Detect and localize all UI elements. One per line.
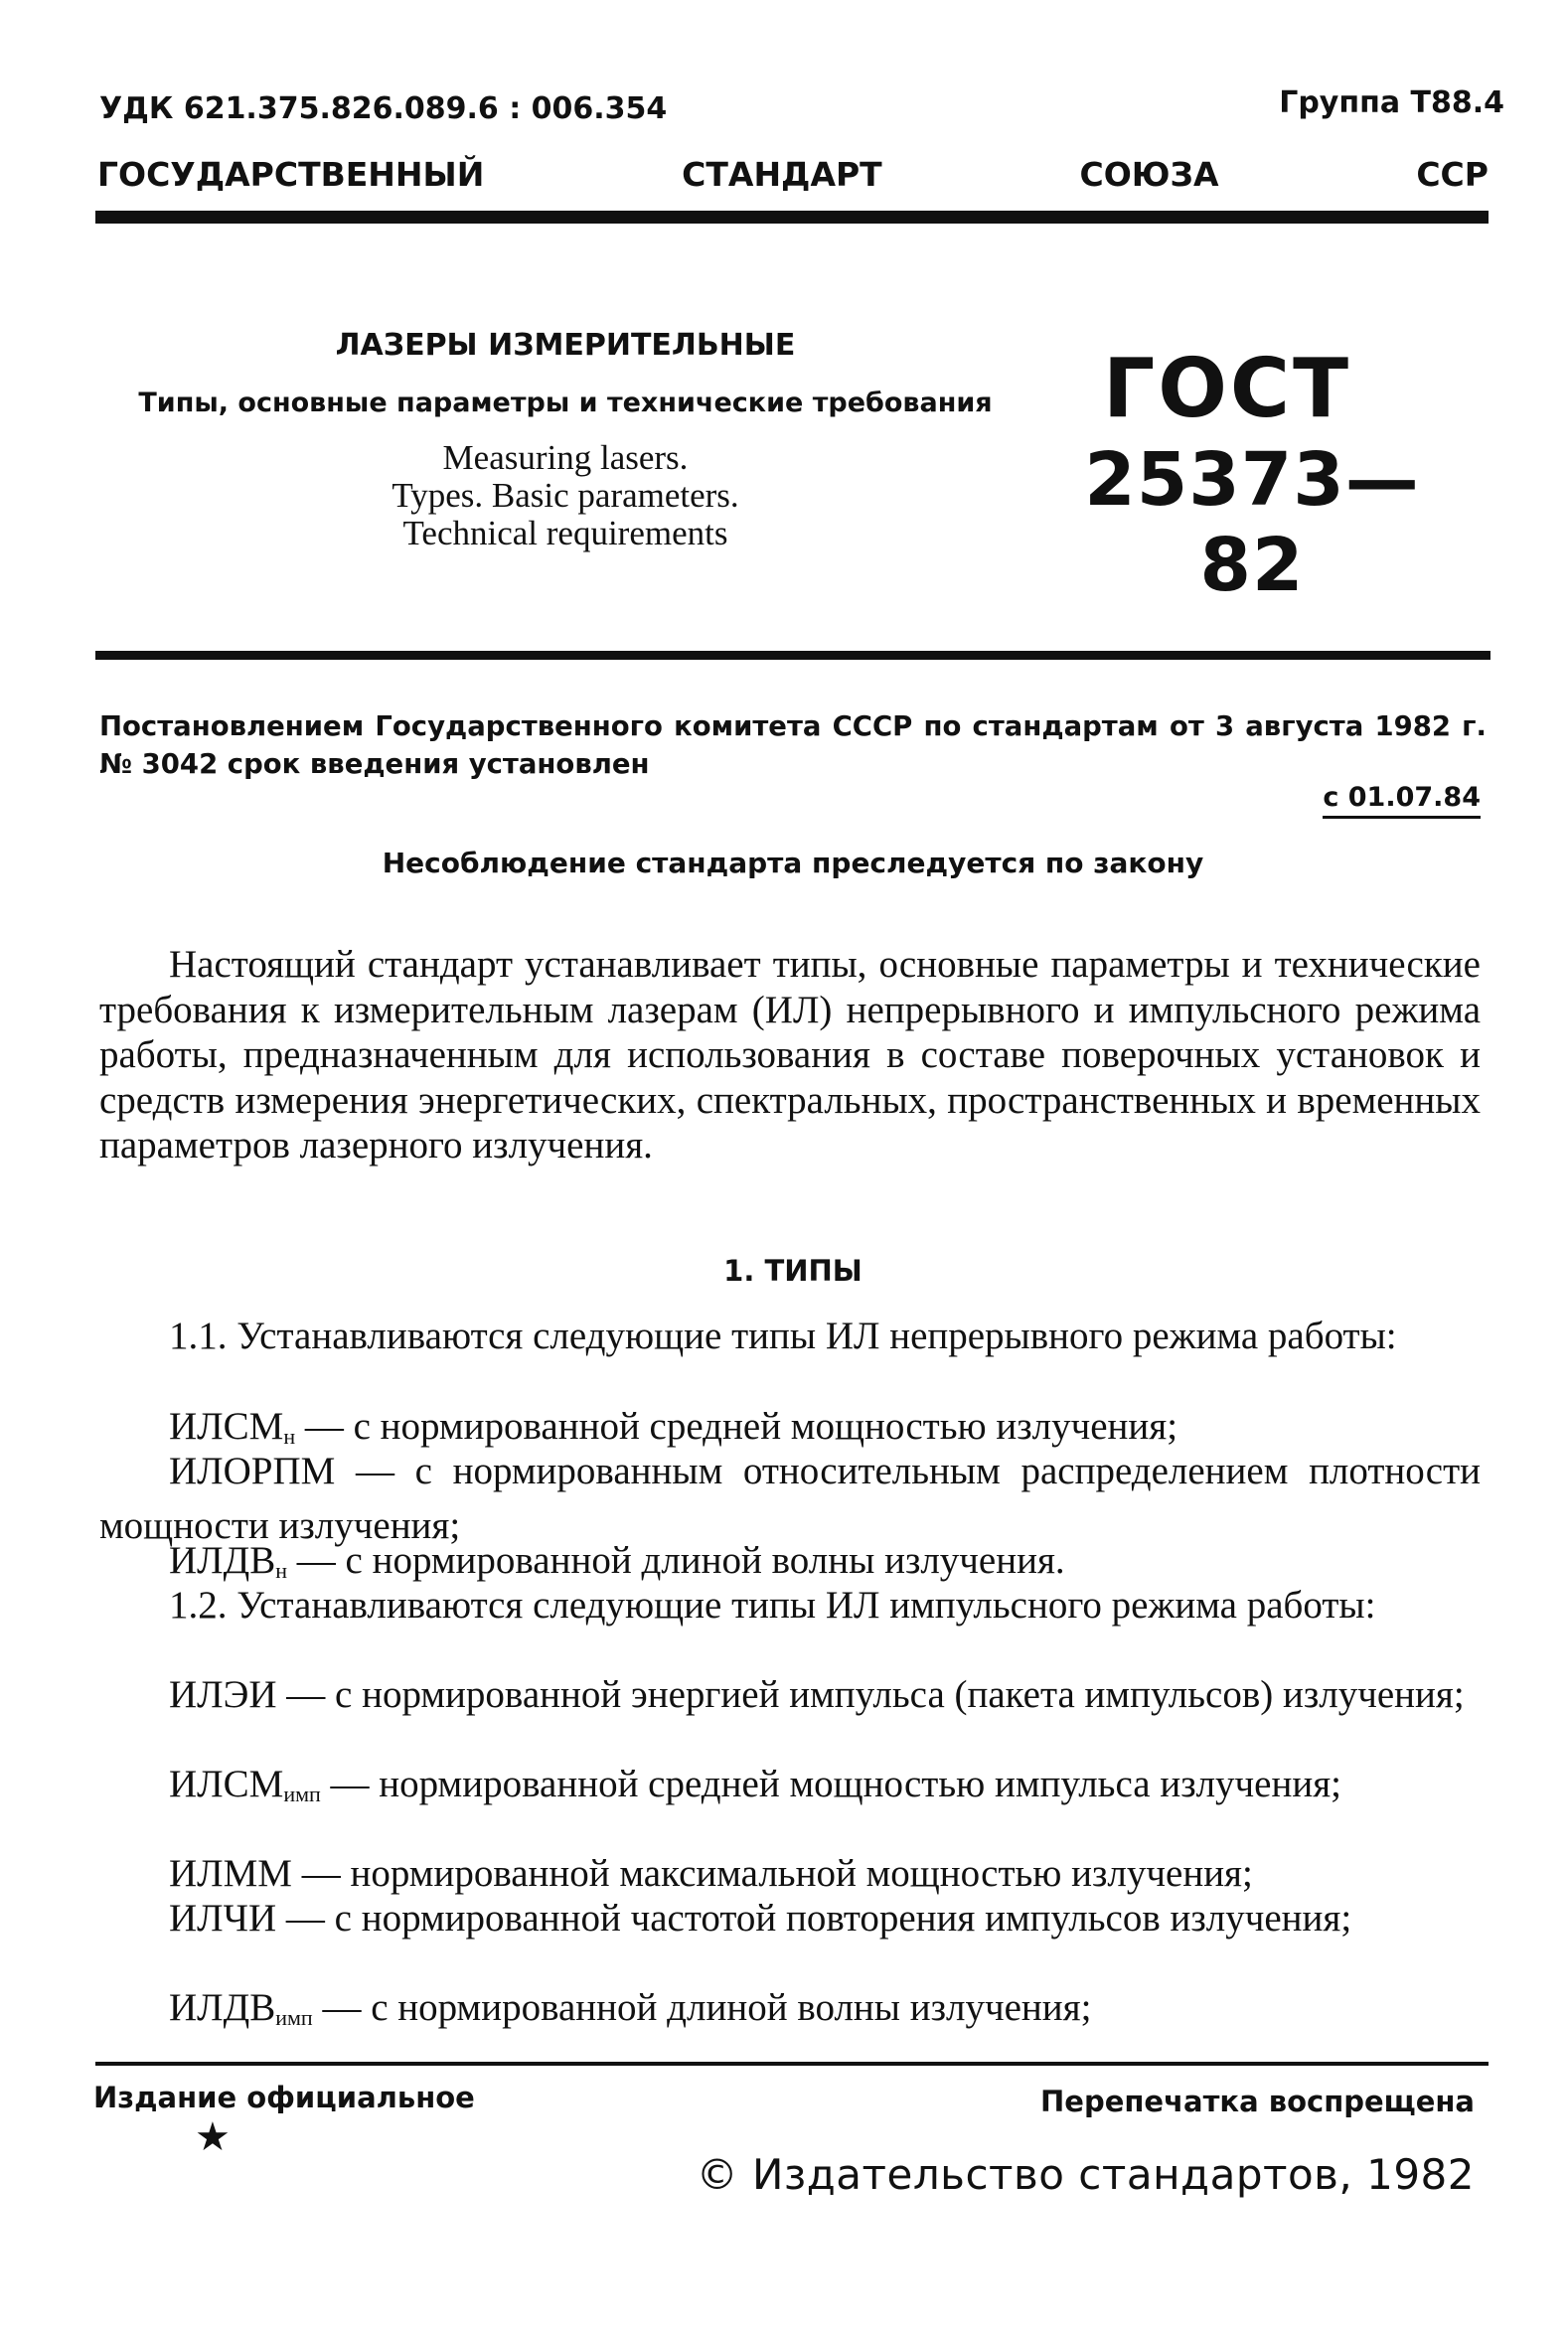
type-code: ИЛОРПМ [169, 1450, 336, 1492]
state-standard-banner [97, 155, 1489, 194]
clause-1-2: 1.2. Устанавливаются следующие типы ИЛ импульсного режима работы: [169, 1584, 1376, 1627]
header-rule [95, 211, 1489, 224]
type-item [99, 1896, 1481, 1950]
type-code: ИЛДВ [169, 1539, 276, 1582]
banner-word: ГОСУДАРСТВЕННЫЙ [97, 155, 485, 194]
type-description: — нормированной средней мощностью импульса излучения; [320, 1763, 1341, 1805]
english-title-line: Technical requirements [402, 514, 728, 552]
type-description: — с нормированной длиной волны излучения; [312, 1986, 1092, 2029]
type-code-subscript: н [283, 1424, 296, 1449]
document-title: ЛАЗЕРЫ ИЗМЕРИТЕЛЬНЫЕ [335, 328, 796, 363]
star-icon: ★ [195, 2114, 231, 2160]
type-code: ИЛСМ [169, 1763, 284, 1805]
udk-code: УДК 621.375.826.089.6 : 006.354 [99, 91, 668, 126]
clause-1-1: 1.1. Устанавливаются следующие типы ИЛ непрерывного режима работы: [169, 1315, 1397, 1357]
type-code-subscript: н [275, 1558, 288, 1583]
type-code-subscript: имп [275, 2005, 313, 2030]
legal-notice: Несоблюдение стандарта преследуется по закону [382, 847, 1204, 879]
footer-rule [95, 2062, 1489, 2066]
english-title [95, 439, 1035, 552]
effective-date: с 01.07.84 [1323, 782, 1481, 819]
group-code: Группа Т88.4 [1279, 85, 1504, 120]
banner-word: СОЮЗА [1079, 155, 1219, 194]
type-description: — с нормированной длиной волны излучения. [287, 1539, 1065, 1582]
reprint-notice: Перепечатка воспрещена [1040, 2085, 1475, 2118]
document-subtitle: Типы, основные параметры и технические требования [138, 388, 993, 418]
intro-paragraph: Настоящий стандарт устанавливает типы, основные параметры и технические требования к измерительным лазерам (ИЛ) непрерывного и импульсного режима работы, предназначенным для использования в составе поверочных установок и средств измерения энергетических, спектральных, пространственных и временных параметров лазерного излучения. [99, 943, 1481, 1166]
english-title-line: Types. Basic parameters. [392, 476, 739, 515]
type-code: ИЛЭИ [169, 1673, 277, 1716]
type-description: — с нормированным относительным распределением плотности мощности излучения; [99, 1450, 1481, 1547]
title-rule [95, 651, 1490, 660]
type-description: — с нормированной средней мощностью излучения; [295, 1405, 1178, 1448]
type-description: — с нормированной энергией импульса (пакета импульсов) излучения; [276, 1673, 1465, 1716]
section-heading: 1. ТИПЫ [723, 1254, 862, 1288]
type-code-subscript: имп [283, 1782, 321, 1806]
type-item [99, 1449, 1481, 1548]
type-code: ИЛЧИ [169, 1897, 277, 1940]
type-description: — нормированной максимальной мощностью излучения; [291, 1852, 1253, 1895]
type-item [99, 1762, 1481, 1816]
decree-text: Постановлением Государственного комитета СССР по стандартам от 3 августа 1982 г. № 3042 срок введения установлен [99, 710, 1487, 780]
gost-number: 25373—82 [1084, 437, 1420, 608]
type-code: ИЛДВ [169, 1986, 276, 2029]
edition-label: Издание официальное [93, 2081, 475, 2114]
type-description: — с нормированной частотой повторения импульсов излучения; [276, 1897, 1352, 1940]
type-item [99, 1985, 1481, 2040]
banner-word: СТАНДАРТ [682, 155, 882, 194]
publisher-copyright: © Издательство стандартов, 1982 [696, 2150, 1475, 2199]
gost-label: ГОСТ [1102, 342, 1352, 436]
banner-word: ССР [1416, 155, 1489, 194]
english-title-line: Measuring lasers. [442, 438, 689, 477]
type-item [99, 1672, 1481, 1727]
type-code: ИЛСМ [169, 1405, 284, 1448]
type-code: ИЛММ [169, 1852, 292, 1895]
